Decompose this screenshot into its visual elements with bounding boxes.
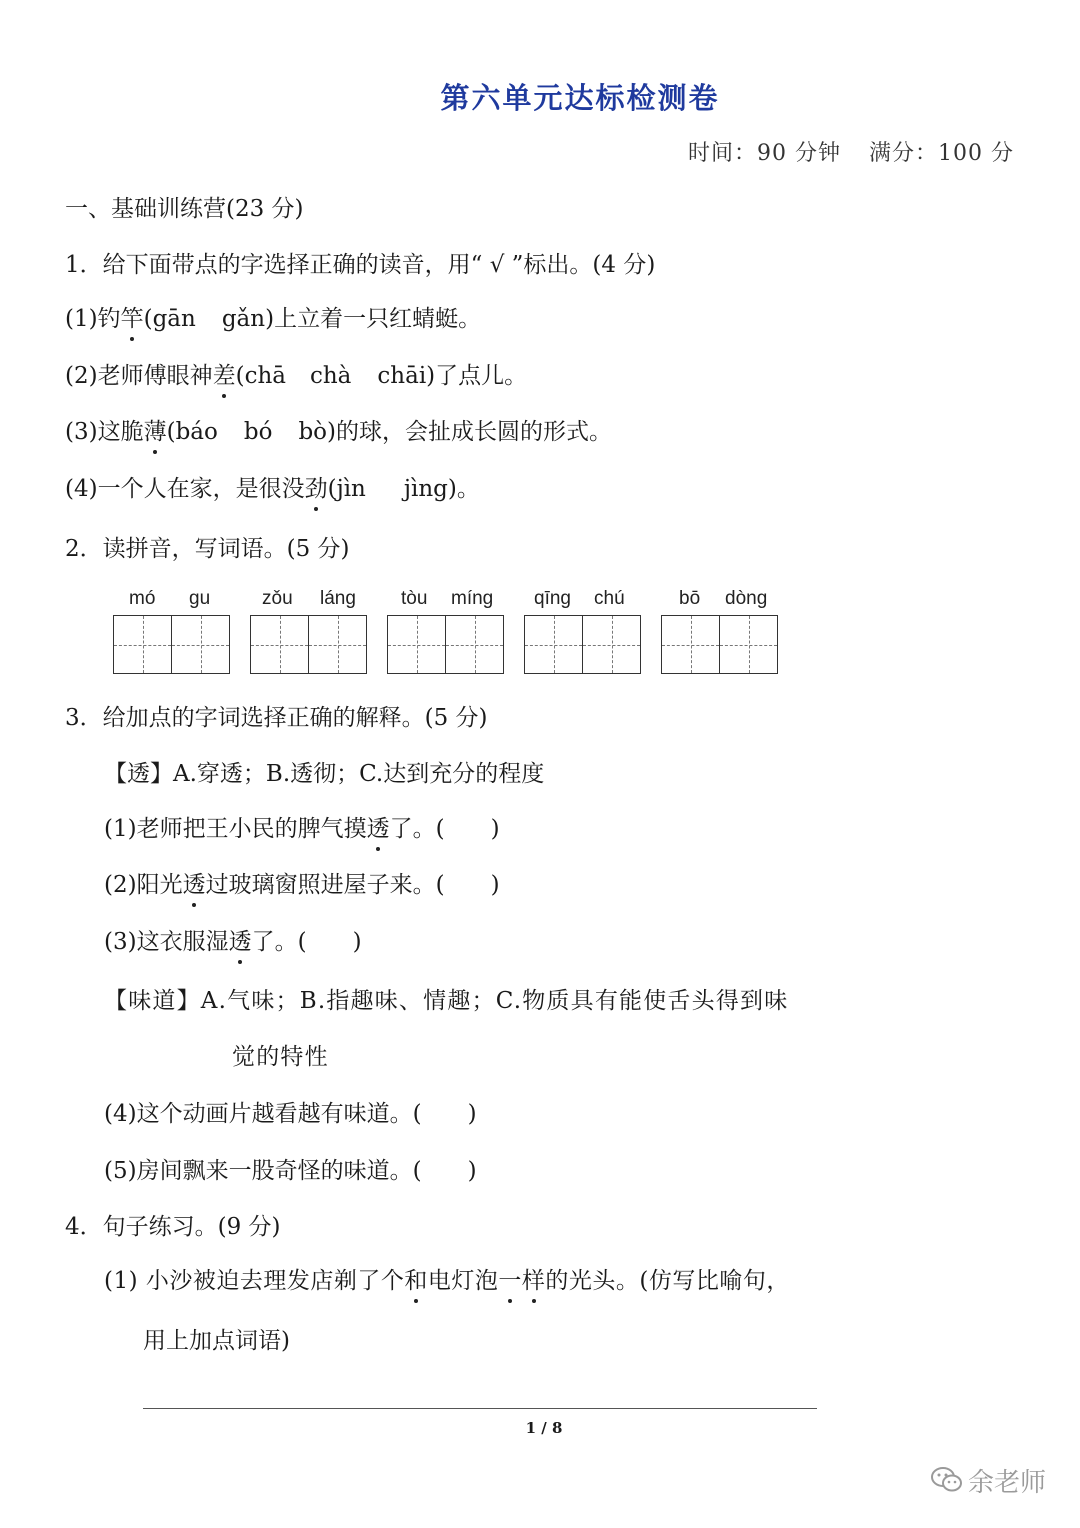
full-score: 满分：100 分	[869, 141, 1014, 166]
q1-item-1: (1)钓竿(gān gǎn)上立着一只红蜻蜓。	[65, 303, 481, 335]
section-heading: 一、基础训练营(23 分)	[65, 196, 304, 222]
q3-item-4: (4)这个动画片越看越有味道。( )	[104, 1101, 477, 1127]
dotted-char: 薄	[144, 416, 167, 448]
writing-box[interactable]	[661, 615, 778, 674]
pinyin-option[interactable]: gǎn)	[221, 306, 275, 332]
pinyin-label: zǒu	[262, 588, 293, 609]
pinyin-option[interactable]: (chā	[235, 363, 286, 389]
pinyin-label: dòng	[725, 588, 768, 609]
q3-item-5: (5)房间飘来一股奇怪的味道。( )	[104, 1158, 477, 1184]
writing-box[interactable]	[113, 615, 230, 674]
q4-sentence-1-cont: 用上加点词语)	[143, 1328, 290, 1354]
question-3-heading: 3．给加点的字词选择正确的解释。(5 分)	[65, 705, 488, 731]
pinyin-label: bō	[679, 588, 701, 609]
pinyin-option[interactable]: chāi)	[377, 363, 436, 389]
writing-box[interactable]	[250, 615, 367, 674]
dotted-char: 差	[213, 360, 236, 392]
pinyin-option[interactable]: bò)	[298, 419, 336, 445]
q1-item-4: (4)一个人在家，是很没劲(jìn jìng)。	[65, 473, 480, 505]
time-limit: 时间：90 分钟	[688, 141, 841, 166]
dotted-char: 和	[404, 1265, 428, 1297]
pinyin-option[interactable]: (gān	[143, 306, 196, 332]
q1-item-3: (3)这脆薄(báo bó bò)的球，会扯成长圆的形式。	[65, 416, 612, 448]
watermark	[930, 1462, 1046, 1502]
dotted-char: 劲	[305, 473, 328, 505]
dotted-char: 样	[522, 1265, 546, 1297]
watermark-text: 余老师	[967, 1468, 1046, 1498]
q3-item-3: (3)这衣服湿透了。( )	[104, 926, 362, 958]
definition-tou: 【透】A.穿透；B.透彻；C.达到充分的程度	[104, 761, 545, 787]
dotted-char: 透	[229, 926, 252, 958]
question-1-heading: 1．给下面带点的字选择正确的读音，用“ √ ”标出。(4 分)	[65, 252, 656, 278]
pinyin-label: chú	[594, 588, 625, 609]
dotted-char: 透	[183, 869, 206, 901]
q3-item-1: (1)老师把王小民的脾气摸透了。( )	[104, 813, 500, 845]
pinyin-option[interactable]: (báo	[166, 419, 218, 445]
pinyin-option[interactable]: (jìn	[327, 476, 366, 502]
dotted-char: 透	[367, 813, 390, 845]
pinyin-label: láng	[320, 588, 356, 609]
pinyin-label: mó	[129, 588, 156, 609]
question-4-heading: 4．句子练习。(9 分)	[65, 1214, 281, 1240]
pinyin-label: qīng	[534, 588, 571, 609]
writing-box[interactable]	[524, 615, 641, 674]
wechat-icon	[930, 1465, 964, 1502]
pinyin-option[interactable]: bó	[243, 419, 273, 445]
q4-sentence-1: (1) 小沙被迫去理发店剃了个和电灯泡一样的光头。(仿写比喻句，	[104, 1265, 790, 1297]
definition-weidao: 【味道】A.气味；B.指趣味、情趣；C.物质具有能使舌头得到味	[104, 988, 789, 1014]
pinyin-option[interactable]: jìng)	[403, 476, 457, 502]
dotted-char: 一	[498, 1265, 522, 1297]
dotted-char: 竿	[121, 303, 144, 335]
pinyin-label: tòu	[401, 588, 428, 609]
writing-box[interactable]	[387, 615, 504, 674]
page-number: 1 / 8	[525, 1419, 563, 1437]
pinyin-option[interactable]: chà	[309, 363, 352, 389]
page-title: 第六单元达标检测卷	[440, 81, 720, 115]
footer-divider	[143, 1408, 817, 1409]
question-2-heading: 2．读拼音，写词语。(5 分)	[65, 536, 350, 562]
pinyin-label: gu	[189, 588, 211, 609]
q1-item-2: (2)老师傅眼神差(chā chà chāi)了点儿。	[65, 360, 527, 392]
exam-meta	[688, 136, 1014, 167]
q3-item-2: (2)阳光透过玻璃窗照进屋子来。( )	[104, 869, 500, 901]
pinyin-label: míng	[451, 588, 494, 609]
definition-weidao-cont: 觉的特性	[232, 1044, 329, 1070]
